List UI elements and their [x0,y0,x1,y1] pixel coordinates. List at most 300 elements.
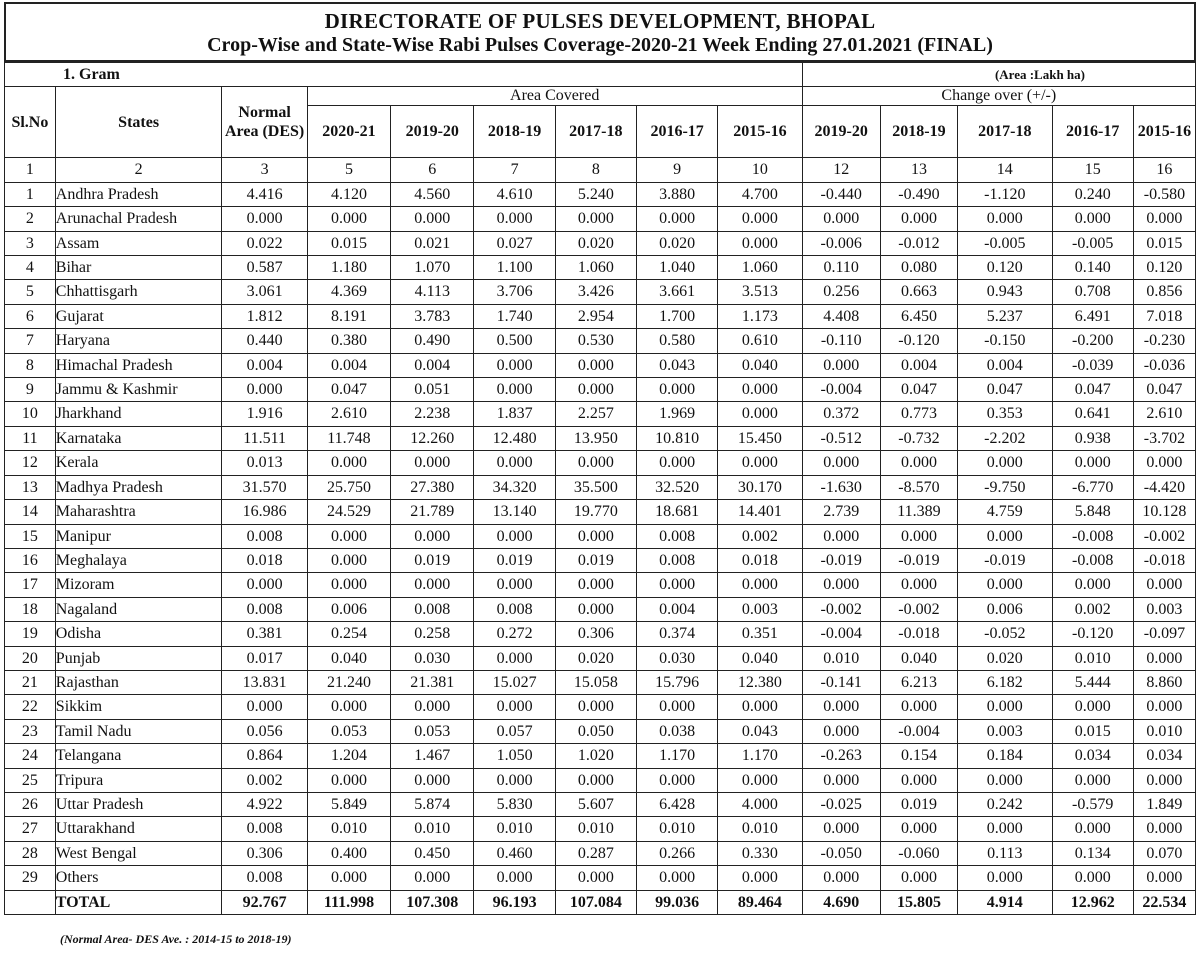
row-slno: 6 [5,304,56,328]
row-value: 0.306 [555,622,636,646]
row-value: 21.381 [391,670,474,694]
row-value: 0.000 [802,866,880,890]
row-value: 0.610 [718,329,802,353]
row-value: 0.587 [222,256,307,280]
row-value: 1.060 [555,256,636,280]
row-value: -0.580 [1133,182,1195,206]
page-subtitle: Crop-Wise and State-Wise Rabi Pulses Coverage-2020-21 Week Ending 27.01.2021 (FINAL) [207,34,993,56]
row-value: -0.097 [1133,622,1195,646]
column-index: 6 [391,158,474,182]
table-row [5,695,1196,719]
row-value: 0.019 [880,792,957,816]
row-state: Karnataka [55,426,222,450]
row-state: Telangana [55,744,222,768]
row-value: 0.000 [718,768,802,792]
row-value: -0.490 [880,182,957,206]
row-slno: 5 [5,280,56,304]
header-area-year: 2019-20 [391,106,474,158]
row-slno: 14 [5,500,56,524]
row-value: 0.000 [474,646,555,670]
row-state: Others [55,866,222,890]
row-state: Nagaland [55,597,222,621]
row-state: Madhya Pradesh [55,475,222,499]
row-value: 0.000 [474,524,555,548]
row-value: 5.830 [474,792,555,816]
column-index: 5 [307,158,390,182]
row-value: 0.003 [958,719,1053,743]
row-slno: 23 [5,719,56,743]
row-state: Punjab [55,646,222,670]
row-value: 0.864 [222,744,307,768]
row-value: -0.008 [1052,548,1133,572]
header-change-year: 2015-16 [1133,106,1195,158]
row-value: 0.010 [555,817,636,841]
row-slno: 21 [5,670,56,694]
row-value: 0.002 [1052,597,1133,621]
table-row [5,841,1196,865]
row-value: 0.010 [718,817,802,841]
row-value: 6.428 [636,792,717,816]
row-value: 34.320 [474,475,555,499]
row-value: 13.831 [222,670,307,694]
row-value: -0.008 [1052,524,1133,548]
row-value: 0.018 [718,548,802,572]
row-slno: 12 [5,451,56,475]
row-value: 30.170 [718,475,802,499]
row-value: 0.000 [555,524,636,548]
row-value: -1.120 [958,182,1053,206]
row-value: 0.020 [555,646,636,670]
row-value: 0.003 [1133,597,1195,621]
row-state: Gujarat [55,304,222,328]
table-row [5,402,1196,426]
row-state: Jharkhand [55,402,222,426]
row-value: 0.330 [718,841,802,865]
row-value: 12.380 [718,670,802,694]
row-value: 31.570 [222,475,307,499]
column-index: 2 [55,158,222,182]
row-state: Meghalaya [55,548,222,572]
table-row [5,548,1196,572]
row-value: 0.010 [474,817,555,841]
row-value: 5.444 [1052,670,1133,694]
total-value: 4.690 [802,890,880,914]
table-row [5,182,1196,206]
row-value: -0.002 [1133,524,1195,548]
row-value: 2.954 [555,304,636,328]
total-value: 111.998 [307,890,390,914]
row-value: 14.401 [718,500,802,524]
row-value: 1.849 [1133,792,1195,816]
row-value: 0.010 [1052,646,1133,670]
row-value: 0.938 [1052,426,1133,450]
row-value: 0.080 [880,256,957,280]
row-value: -0.141 [802,670,880,694]
row-value: 0.015 [1133,231,1195,255]
row-value: -0.150 [958,329,1053,353]
footnote: (Normal Area- DES Ave. : 2014-15 to 2018-19) [60,932,292,946]
row-value: 0.372 [802,402,880,426]
row-value: 0.070 [1133,841,1195,865]
table-row [5,866,1196,890]
row-value: 0.008 [222,524,307,548]
row-value: 0.000 [1052,573,1133,597]
total-value: 107.084 [555,890,636,914]
row-state: Mizoram [55,573,222,597]
row-value: 0.381 [222,622,307,646]
row-value: -0.732 [880,426,957,450]
row-value: 0.530 [555,329,636,353]
caption-row [5,63,1196,87]
row-value: 0.013 [222,451,307,475]
row-value: 3.783 [391,304,474,328]
row-value: -0.018 [880,622,957,646]
row-state: Himachal Pradesh [55,353,222,377]
column-index: 16 [1133,158,1195,182]
table-row [5,353,1196,377]
row-value: 0.018 [222,548,307,572]
row-value: 1.060 [718,256,802,280]
row-value: -0.005 [958,231,1053,255]
column-index-row [5,158,1196,182]
row-value: 0.154 [880,744,957,768]
row-value: 0.400 [307,841,390,865]
row-value: 1.100 [474,256,555,280]
row-value: 6.182 [958,670,1053,694]
row-value: 0.002 [222,768,307,792]
row-value: 0.000 [718,451,802,475]
row-value: -0.018 [1133,548,1195,572]
row-slno: 27 [5,817,56,841]
row-value: 0.017 [222,646,307,670]
row-value: 0.050 [555,719,636,743]
row-value: -0.579 [1052,792,1133,816]
header-change-over: Change over (+/-) [802,87,1195,106]
row-value: 0.000 [307,768,390,792]
row-value: 0.240 [1052,182,1133,206]
row-value: 0.500 [474,329,555,353]
row-value: 0.008 [636,548,717,572]
row-value: -0.110 [802,329,880,353]
row-value: 4.922 [222,792,307,816]
row-value: 12.260 [391,426,474,450]
table-row [5,451,1196,475]
row-value: 0.113 [958,841,1053,865]
row-value: 2.257 [555,402,636,426]
row-value: 0.000 [880,573,957,597]
row-value: 24.529 [307,500,390,524]
row-value: 1.050 [474,744,555,768]
row-value: 8.191 [307,304,390,328]
row-value: 3.513 [718,280,802,304]
row-value: 0.015 [307,231,390,255]
row-value: 0.015 [1052,719,1133,743]
row-value: 5.848 [1052,500,1133,524]
row-value: 0.000 [474,768,555,792]
row-value: 0.000 [307,573,390,597]
row-value: 0.010 [391,817,474,841]
table-row [5,744,1196,768]
row-value: 0.000 [1052,768,1133,792]
area-unit-label: (Area :Lakh ha) [802,63,1195,87]
row-value: 7.018 [1133,304,1195,328]
row-value: 1.180 [307,256,390,280]
row-value: 0.000 [636,451,717,475]
column-index: 1 [5,158,56,182]
row-value: 0.000 [880,207,957,231]
row-value: 0.000 [474,207,555,231]
row-value: 0.134 [1052,841,1133,865]
row-value: 1.173 [718,304,802,328]
row-value: 5.849 [307,792,390,816]
table-row [5,329,1196,353]
row-value: 0.000 [222,573,307,597]
row-state: Odisha [55,622,222,646]
row-value: 0.000 [474,451,555,475]
row-value: 4.000 [718,792,802,816]
row-value: 1.170 [718,744,802,768]
row-value: 0.000 [474,353,555,377]
row-value: 10.128 [1133,500,1195,524]
row-value: 0.000 [391,695,474,719]
row-value: 0.000 [222,207,307,231]
row-value: 0.120 [958,256,1053,280]
total-value: 92.767 [222,890,307,914]
row-value: 0.000 [958,573,1053,597]
row-value: 0.000 [802,207,880,231]
row-value: 15.058 [555,670,636,694]
row-value: 4.408 [802,304,880,328]
table-row [5,231,1196,255]
row-value: 0.184 [958,744,1053,768]
row-value: 0.380 [307,329,390,353]
row-value: 6.450 [880,304,957,328]
row-value: 0.450 [391,841,474,865]
row-value: 0.000 [1133,646,1195,670]
row-slno: 11 [5,426,56,450]
row-value: -1.630 [802,475,880,499]
row-value: 1.467 [391,744,474,768]
crop-label: 1. Gram [5,63,803,87]
row-value: 0.019 [555,548,636,572]
row-value: 11.389 [880,500,957,524]
row-value: 0.000 [636,573,717,597]
table-row [5,792,1196,816]
row-value: 0.353 [958,402,1053,426]
row-value: 3.706 [474,280,555,304]
row-value: 1.170 [636,744,717,768]
row-value: 0.000 [1133,451,1195,475]
row-value: 0.000 [802,353,880,377]
row-value: -0.025 [802,792,880,816]
row-value: 0.000 [391,207,474,231]
row-value: 0.004 [222,353,307,377]
row-value: 0.000 [958,817,1053,841]
row-value: 0.057 [474,719,555,743]
row-slno: 15 [5,524,56,548]
row-slno: 18 [5,597,56,621]
row-value: 0.580 [636,329,717,353]
row-value: 0.000 [555,378,636,402]
row-value: 0.258 [391,622,474,646]
row-value: 0.242 [958,792,1053,816]
row-value: 0.000 [391,866,474,890]
table-row [5,256,1196,280]
row-value: 8.860 [1133,670,1195,694]
table-row [5,500,1196,524]
row-state: West Bengal [55,841,222,865]
row-value: 0.047 [880,378,957,402]
row-value: 5.607 [555,792,636,816]
row-value: 0.047 [1133,378,1195,402]
row-value: 11.748 [307,426,390,450]
row-value: -9.750 [958,475,1053,499]
row-value: 0.008 [636,524,717,548]
row-slno: 28 [5,841,56,865]
row-value: 0.000 [958,695,1053,719]
column-index: 8 [555,158,636,182]
table-row [5,426,1196,450]
row-value: 0.019 [391,548,474,572]
row-value: -0.019 [880,548,957,572]
row-value: 21.789 [391,500,474,524]
row-value: 0.856 [1133,280,1195,304]
row-state: Uttar Pradesh [55,792,222,816]
table-row [5,597,1196,621]
row-value: 0.030 [391,646,474,670]
row-value: 0.000 [718,695,802,719]
row-slno: 19 [5,622,56,646]
column-index: 3 [222,158,307,182]
row-value: 0.000 [1133,573,1195,597]
row-value: 0.000 [222,378,307,402]
row-state: Uttarakhand [55,817,222,841]
table-row [5,207,1196,231]
row-value: 6.491 [1052,304,1133,328]
row-value: 0.000 [1052,817,1133,841]
row-value: 4.113 [391,280,474,304]
row-value: 0.020 [958,646,1053,670]
row-value: 0.641 [1052,402,1133,426]
row-value: 13.140 [474,500,555,524]
row-value: 0.004 [958,353,1053,377]
row-value: 0.266 [636,841,717,865]
row-value: 0.773 [880,402,957,426]
row-slno: 3 [5,231,56,255]
total-slno-cell [5,890,56,914]
row-value: 0.000 [802,768,880,792]
row-value: -0.440 [802,182,880,206]
row-value: 0.043 [636,353,717,377]
row-value: 0.000 [1133,207,1195,231]
row-value: 0.000 [1052,207,1133,231]
row-slno: 16 [5,548,56,572]
row-value: 0.000 [958,451,1053,475]
row-value: 0.000 [555,573,636,597]
row-value: 13.950 [555,426,636,450]
row-value: 0.027 [474,231,555,255]
row-value: -2.202 [958,426,1053,450]
row-value: 0.000 [555,695,636,719]
row-value: 0.040 [718,646,802,670]
row-value: 18.681 [636,500,717,524]
row-value: -0.230 [1133,329,1195,353]
row-value: 0.460 [474,841,555,865]
row-value: 0.051 [391,378,474,402]
row-value: 0.000 [802,451,880,475]
row-value: 4.120 [307,182,390,206]
row-value: 0.008 [222,597,307,621]
row-value: 0.140 [1052,256,1133,280]
total-value: 22.534 [1133,890,1195,914]
header-change-year: 2016-17 [1052,106,1133,158]
total-value: 15.805 [880,890,957,914]
total-value: 4.914 [958,890,1053,914]
row-state: Tripura [55,768,222,792]
total-label: TOTAL [55,890,222,914]
row-value: 0.000 [802,817,880,841]
header-normal-area: Normal Area (DES) [222,87,307,158]
row-value: 0.010 [636,817,717,841]
table-row [5,670,1196,694]
row-value: 0.000 [474,866,555,890]
table-row [5,573,1196,597]
row-value: 0.004 [636,597,717,621]
row-value: 0.351 [718,622,802,646]
row-value: 6.213 [880,670,957,694]
row-value: 0.008 [222,817,307,841]
row-value: -0.039 [1052,353,1133,377]
row-value: -0.060 [880,841,957,865]
row-value: 3.061 [222,280,307,304]
total-value: 96.193 [474,890,555,914]
row-value: 1.916 [222,402,307,426]
row-value: 4.610 [474,182,555,206]
column-index: 14 [958,158,1053,182]
table-row [5,524,1196,548]
row-value: 0.006 [958,597,1053,621]
row-value: 2.610 [1133,402,1195,426]
row-value: -3.702 [1133,426,1195,450]
header-change-year: 2018-19 [880,106,957,158]
column-index: 7 [474,158,555,182]
row-value: -8.570 [880,475,957,499]
table-row [5,378,1196,402]
row-value: 4.560 [391,182,474,206]
row-value: 0.000 [1052,866,1133,890]
row-value: 0.000 [307,524,390,548]
row-value: 2.610 [307,402,390,426]
row-value: -0.512 [802,426,880,450]
row-value: 0.004 [307,353,390,377]
row-state: Assam [55,231,222,255]
row-value: 0.000 [636,866,717,890]
row-value: 0.053 [391,719,474,743]
row-value: -4.420 [1133,475,1195,499]
row-value: 0.021 [391,231,474,255]
table-row [5,817,1196,841]
row-value: 0.000 [958,207,1053,231]
row-value: -0.019 [958,548,1053,572]
row-value: -0.002 [880,597,957,621]
row-slno: 17 [5,573,56,597]
row-value: 0.000 [958,866,1053,890]
row-value: 4.759 [958,500,1053,524]
row-slno: 1 [5,182,56,206]
row-value: 0.000 [880,866,957,890]
row-value: 15.027 [474,670,555,694]
row-value: 0.110 [802,256,880,280]
